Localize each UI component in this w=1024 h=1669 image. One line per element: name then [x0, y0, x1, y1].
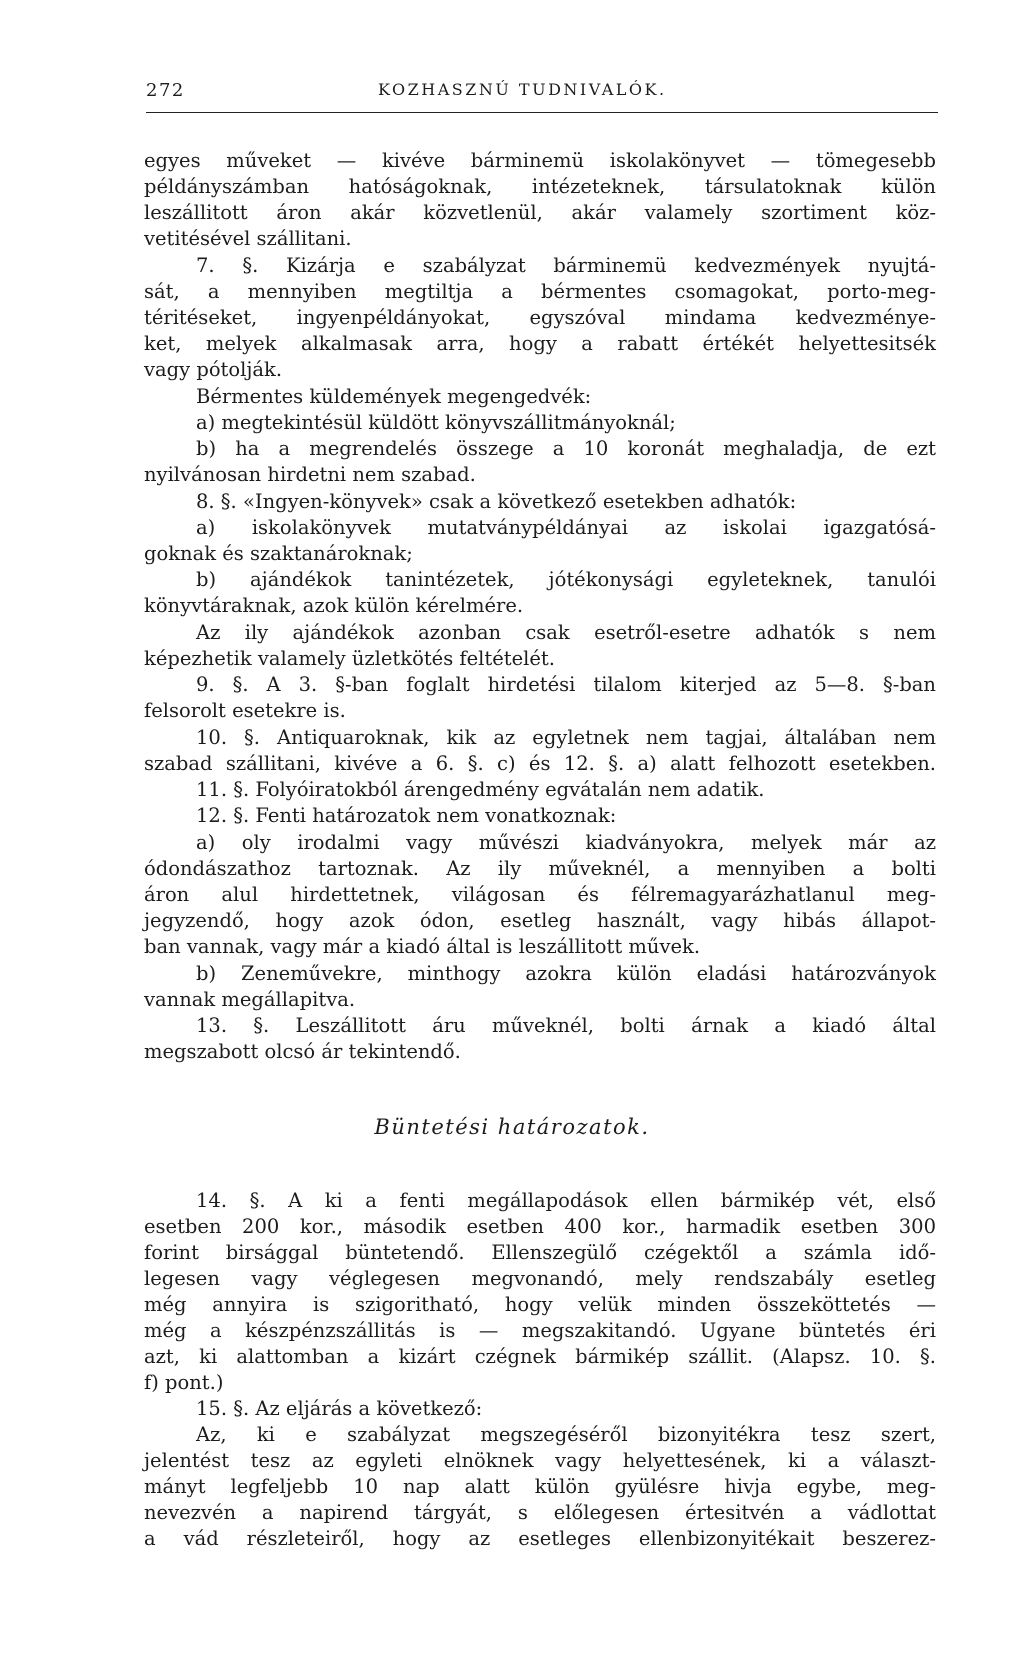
text-line: Az ily ajándékok azonban csak esetről-esetre adhatók s nem — [196, 621, 936, 644]
text-line: még annyira is szigoritható, hogy velük minden összeköttetés — — [144, 1293, 936, 1316]
text-line: téritéseket, ingyenpéldányokat, egyszóval mindama kedvezménye- — [144, 306, 936, 329]
text-line: nyilvánosan hirdetni nem szabad. — [144, 463, 476, 486]
text-line: képezhetik valamely üzletkötés feltételét. — [144, 647, 555, 670]
text-line: vagy pótolják. — [144, 358, 283, 381]
text-line: nevezvén a napirend tárgyát, s előlegesen értesitvén a vádlottat — [144, 1501, 936, 1524]
text-line: könyvtáraknak, azok külön kérelmére. — [144, 594, 524, 617]
text-line: 12. §. Fenti határozatok nem vonatkoznak: — [196, 804, 617, 827]
text-line: a) oly irodalmi vagy művészi kiadványokra, melyek már az — [196, 831, 936, 854]
text-line: 14. §. A ki a fenti megállapodások ellen bármikép vét, első — [196, 1189, 936, 1212]
text-line: egyes műveket — kivéve bárminemü iskolakönyvet — tömegesebb — [144, 149, 936, 172]
header-rule — [146, 112, 938, 113]
text-line: ket, melyek alkalmasak arra, hogy a rabatt értékét helyettesitsék — [144, 332, 936, 355]
text-line: példányszámban hatóságoknak, intézeteknek, társulatoknak külön — [144, 175, 936, 198]
text-line: 11. §. Folyóiratokból árengedmény egvátalán nem adatik. — [196, 778, 765, 801]
text-line: azt, ki alattomban a kizárt czégnek bármikép szállit. (Alapsz. 10. §. — [144, 1345, 936, 1368]
text-line: mányt legfeljebb 10 nap alatt külön gyülésre hivja egybe, meg- — [144, 1475, 936, 1498]
text-line: 10. §. Antiquaroknak, kik az egyletnek nem tagjai, általában nem — [196, 726, 936, 749]
text-line: b) ajándékok tanintézetek, jótékonysági egyleteknek, tanulói — [196, 568, 936, 591]
text-line: a) megtekintésül küldött könyvszállitmányoknál; — [196, 411, 676, 434]
text-line: 8. §. «Ingyen-könyvek» csak a következő esetekben adhatók: — [196, 490, 797, 513]
text-line: b) ha a megrendelés összege a 10 koronát meghaladja, de ezt — [196, 437, 936, 460]
text-line: 9. §. A 3. §-ban foglalt hirdetési tilalom kiterjed az 5—8. §-ban — [196, 673, 936, 696]
text-line: a vád részleteiről, hogy az esetleges ellenbizonyitékait beszerez- — [144, 1527, 936, 1550]
text-line: sát, a mennyiben megtiltja a bérmentes csomagokat, porto-meg- — [144, 280, 936, 303]
text-line: vetitésével szállitani. — [144, 227, 352, 250]
text-line: áron alul hirdettetnek, világosan és félremagyarázhatlanul meg- — [144, 883, 936, 906]
running-head: KOZHASZNÚ TUDNIVALÓK. — [378, 80, 667, 99]
text-line: jegyzendő, hogy azok ódon, esetleg használt, vagy hibás állapot- — [144, 909, 936, 932]
text-line: még a készpénzszállitás is — megszakitandó. Ugyane büntetés éri — [144, 1319, 936, 1342]
text-line: Az, ki e szabályzat megszegéséről bizonyitékra tesz szert, — [196, 1423, 936, 1446]
text-line: ban vannak, vagy már a kiadó által is leszállitott művek. — [144, 935, 701, 958]
text-line: szabad szállitani, kivéve a 6. §. c) és 12. §. a) alatt felhozott esetekben. — [144, 752, 936, 775]
text-line: 7. §. Kizárja e szabályzat bárminemü kedvezmények nyujtá- — [196, 254, 936, 277]
text-line: b) Zeneművekre, minthogy azokra külön eladási határozványok — [196, 962, 936, 985]
text-line: legesen vagy véglegesen megvonandó, mely rendszabály esetleg — [144, 1267, 936, 1290]
text-line: jelentést tesz az egyleti elnöknek vagy helyettesének, ki a választ- — [144, 1449, 936, 1472]
text-line: 13. §. Leszállitott áru műveknél, bolti árnak a kiadó által — [196, 1014, 936, 1037]
text-line: Bérmentes küldemények megengedvék: — [196, 385, 592, 408]
text-line: esetben 200 kor., második esetben 400 kor., harmadik esetben 300 — [144, 1215, 936, 1238]
page-header — [146, 80, 936, 104]
text-line: 15. §. Az eljárás a következő: — [196, 1397, 483, 1420]
text-line: forint birsággal büntetendő. Ellenszegülő czégektől a számla idő- — [144, 1241, 936, 1264]
text-line: felsorolt esetekre is. — [144, 699, 346, 722]
text-line: megszabott olcsó ár tekintendő. — [144, 1040, 461, 1063]
section-title: Büntetési határozatok. — [374, 1115, 650, 1139]
text-line: goknak és szaktanároknak; — [144, 542, 413, 565]
text-line: leszállitott áron akár közvetlenül, akár valamely szortiment köz- — [144, 201, 936, 224]
text-line: f) pont.) — [144, 1371, 224, 1394]
text-line: ódondászathoz tartoznak. Az ily műveknél, a mennyiben a bolti — [144, 857, 936, 880]
page-number: 272 — [146, 80, 185, 101]
text-line: a) iskolakönyvek mutatványpéldányai az iskolai igazgatósá- — [196, 516, 936, 539]
text-line: vannak megállapitva. — [144, 988, 356, 1011]
